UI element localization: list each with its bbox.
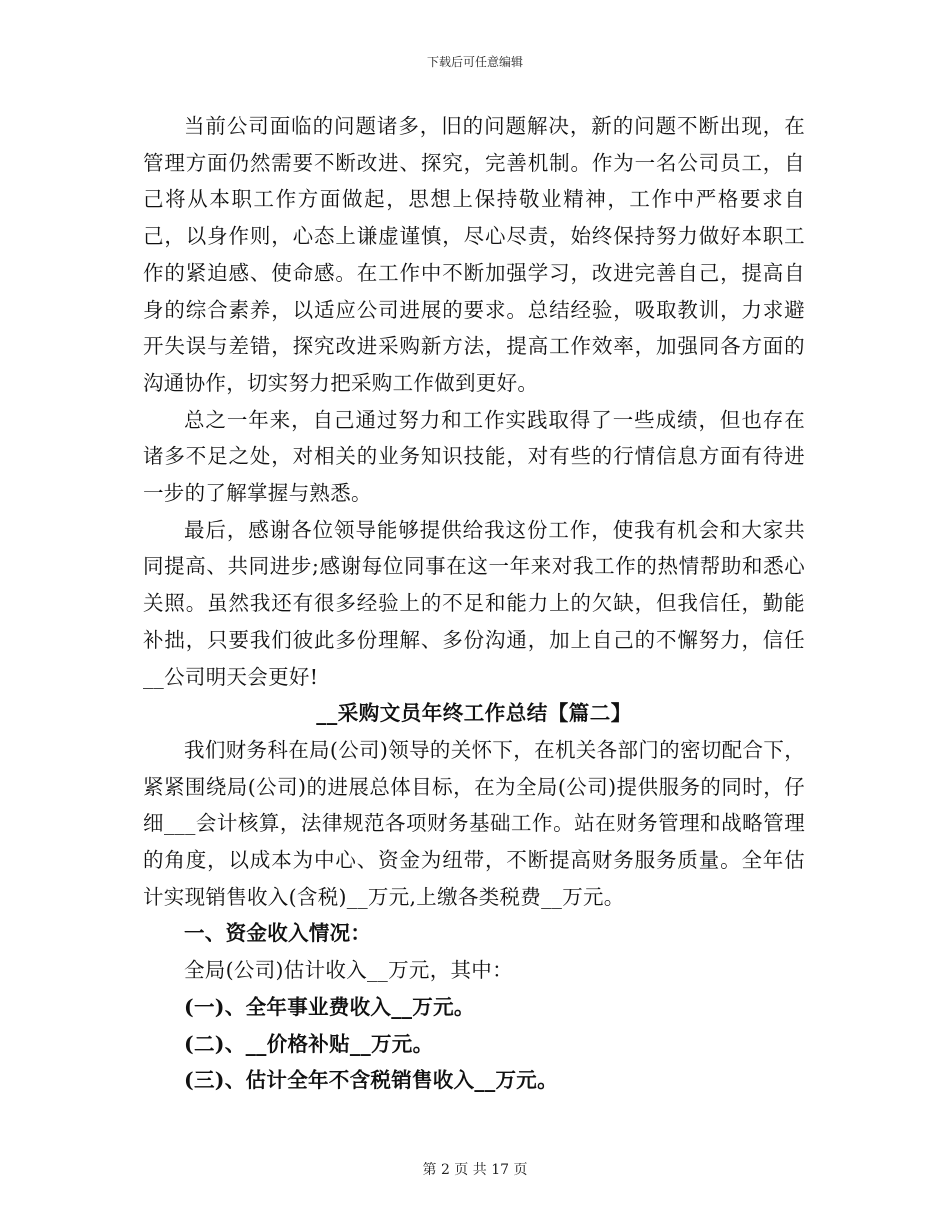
- list-item-2: (二)、__价格补贴__万元。: [184, 1031, 434, 1056]
- paragraph-2: 总之一年来，自己通过努力和工作实践取得了一些成绩，但也存在诸多不足之处，对相关的业务知识技能，对有些的行情信息方面有待进一步的了解掌握与熟悉。: [143, 407, 805, 506]
- sub-heading: 一、资金收入情况：: [184, 921, 372, 946]
- paragraph-5: 全局(公司)估计收入__万元，其中：: [184, 958, 513, 983]
- list-item-3: (三)、估计全年不含税销售收入__万元。: [184, 1068, 558, 1093]
- paragraph-3: 最后，感谢各位领导能够提供给我这份工作，使我有机会和大家共同提高、共同进步;感谢每位同事在这一年来对我工作的热情帮助和悉心关照。虽然我还有很多经验上的不足和能力上的欠缺，但我信任，勤能补拙，只要我们彼此多份理解、多份沟通，加上自己的不懈努力，信任__公司明天会更好!: [143, 517, 805, 689]
- page-header: 下载后可任意编辑: [426, 55, 523, 69]
- list-item-1: (一)、全年事业费收入__万元。: [184, 994, 475, 1019]
- paragraph-4: 我们财务科在局(公司)领导的关怀下，在机关各部门的密切配合下，紧紧围绕局(公司)的进展总体目标，在为全局(公司)提供服务的同时，仔细___会计核算，法律规范各项财务基础工作。站在财务管理和战略管理的角度，以成本为中心、资金为纽带，不断提高财务服务质量。全年估计实现销售收入(含税)__万元,上缴各类税费__万元。: [143, 737, 805, 909]
- paragraph-1: 当前公司面临的问题诸多，旧的问题解决，新的问题不断出现，在管理方面仍然需要不断改进、探究，完善机制。作为一名公司员工，自己将从本职工作方面做起，思想上保持敬业精神，工作中严格要求自己，以身作则，心态上谦虚谨慎，尽心尽责，始终保持努力做好本职工作的紧迫感、使命感。在工作中不断加强学习，改进完善自己，提高自身的综合素养，以适应公司进展的要求。总结经验，吸取教训，力求避开失误与差错，探究改进采购新方法，提高工作效率，加强同各方面的沟通协作，切实努力把采购工作做到更好。: [143, 114, 805, 395]
- section-title: __采购文员年终工作总结【篇二】: [316, 701, 632, 726]
- page-footer: 第 2 页 共 17 页: [422, 1162, 528, 1178]
- document-body: [143, 108, 805, 1099]
